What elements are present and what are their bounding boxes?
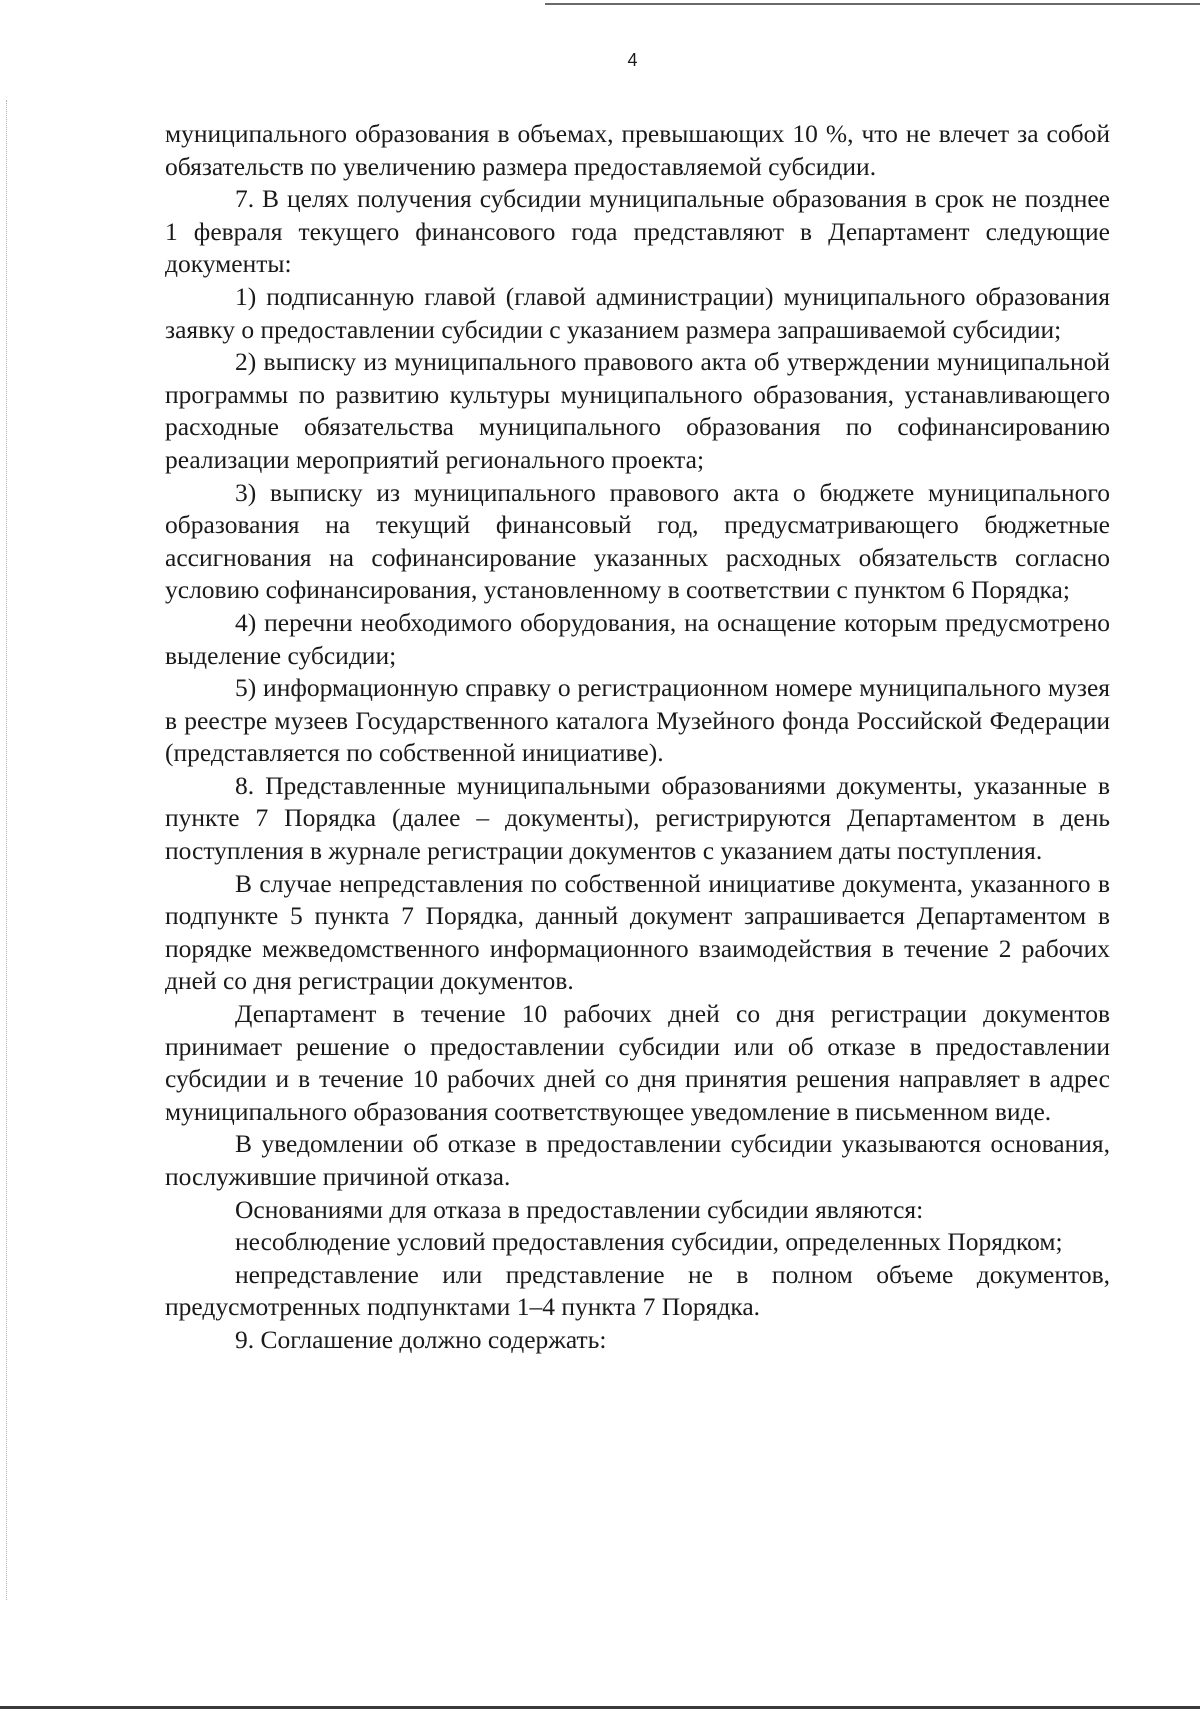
paragraph: В случае непредставления по собственной инициативе документа, указанного в подпункте 5 пункта 7 Порядка, данный документ запрашивается Департаментом в порядке межведомственного информационного взаимодействия в течение 2 рабочих дней со дня регистрации документов. [165, 868, 1110, 996]
list-item: 4) перечни необходимого оборудования, на оснащение которым предусмотрено выделение субсидии; [165, 607, 1110, 670]
scan-edge-top [545, 3, 1200, 5]
list-item: 3) выписку из муниципального правового акта о бюджете муниципального образования на текущий финансовый год, предусматривающего бюджетные ассигнования на софинансирование указанных расходных обязательств согласно условию софинансирования, установленному в соответствии с пунктом 6 Порядка; [165, 477, 1110, 605]
paragraph: 8. Представленные муниципальными образованиями документы, указанные в пункте 7 Порядка (далее – документы), регистрируются Департаментом в день поступления в журнале регистрации документов с указанием даты поступления. [165, 770, 1110, 866]
paragraph: непредставление или представление не в полном объеме документов, предусмотренных подпунктами 1–4 пункта 7 Порядка. [165, 1259, 1110, 1322]
paragraph: 9. Соглашение должно содержать: [235, 1324, 607, 1354]
paragraph: муниципального образования в объемах, превышающих 10 %, что не влечет за собой обязательств по увеличению размера предоставляемой субсидии. [165, 119, 1110, 181]
list-item: 5) информационную справку о регистрационном номере муниципального музея в реестре музеев Государственного каталога Музейного фонда Российской Федерации (представляется по собственной инициативе). [165, 673, 1110, 768]
list-item: 2) выписку из муниципального правового акта об утверждении муниципальной программы по развитию культуры муниципального образования, устанавливающего расходные обязательства муниципального образования по софинансированию реализации мероприятий регионального проекта; [165, 347, 1110, 474]
paragraph: Основаниями для отказа в предоставлении субсидии являются: [235, 1194, 924, 1224]
page-number: 4 [627, 50, 638, 70]
document-body [165, 118, 1110, 1357]
paragraph: В уведомлении об отказе в предоставлении субсидии указываются основания, послужившие причиной отказа. [165, 1129, 1110, 1191]
list-item: 1) подписанную главой (главой администрации) муниципального образования заявку о предоставлении субсидии с указанием размера запрашиваемой субсидии; [165, 281, 1110, 344]
scan-edge-bottom [0, 1706, 1200, 1709]
scan-edge-left [6, 100, 9, 1600]
paragraph: Департамент в течение 10 рабочих дней со дня регистрации документов принимает решение о предоставлении субсидии или об отказе в предоставлении субсидии и в течение 10 рабочих дней со дня принятия решения направляет в адрес муниципального образования соответствующее уведомление в письменном виде. [165, 999, 1110, 1126]
paragraph: несоблюдение условий предоставления субсидии, определенных Порядком; [235, 1227, 1063, 1257]
paragraph: 7. В целях получения субсидии муниципальные образования в срок не позднее 1 февраля текущего финансового года представляют в Департамент следующие документы: [165, 184, 1110, 279]
